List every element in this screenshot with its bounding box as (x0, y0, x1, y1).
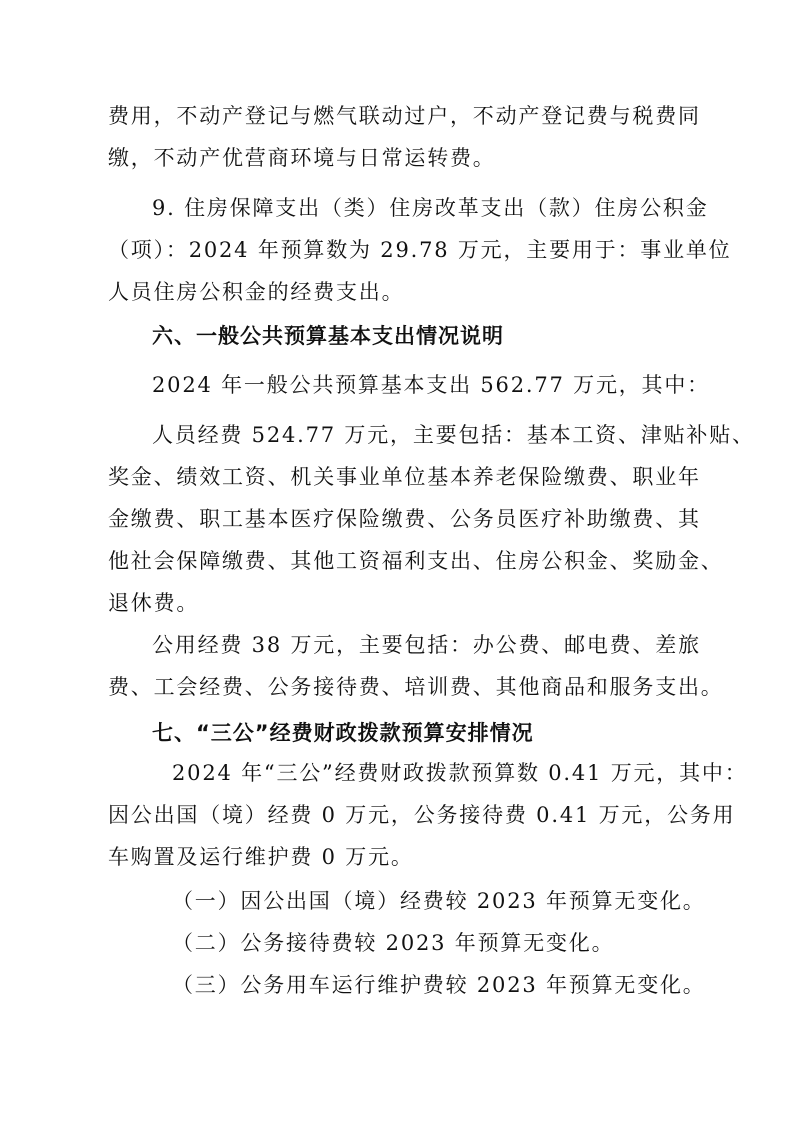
paragraph-line: 人员住房公积金的经费支出。 (108, 280, 405, 304)
paragraph-line: 费、工会经费、公务接待费、培训费、其他商品和服务支出。 (108, 675, 724, 699)
paragraph-line: 车购置及运行维护费 0 万元。 (108, 845, 414, 869)
section-heading: 六、一般公共预算基本支出情况说明 (152, 324, 504, 348)
paragraph-line: 人员经费 524.77 万元，主要包括：基本工资、津贴补贴、 (152, 423, 755, 447)
paragraph-line: 2024 年“三公”经费财政拨款预算数 0.41 万元，其中： (172, 761, 748, 785)
paragraph-line: 他社会保障缴费、其他工资福利支出、住房公积金、奖励金、 (108, 549, 724, 573)
paragraph-line: 金缴费、职工基本医疗保险缴费、公务员医疗补助缴费、其 (108, 507, 701, 531)
paragraph-line: 2024 年一般公共预算基本支出 562.77 万元，其中： (152, 373, 710, 397)
list-item: （三）公务用车运行维护费较 2023 年预算无变化。 (172, 973, 706, 997)
paragraph-line: 因公出国（境）经费 0 万元，公务接待费 0.41 万元，公务用 (108, 803, 736, 827)
list-item: （一）因公出国（境）经费较 2023 年预算无变化。 (172, 889, 706, 913)
paragraph-line: 9. 住房保障支出（类）住房改革支出（款）住房公积金 (152, 196, 709, 220)
paragraph-line: 退休费。 (108, 591, 200, 615)
paragraph-line: （项）：2024 年预算数为 29.78 万元，主要用于：事业单位 (108, 238, 732, 262)
paragraph-line: 费用，不动产登记与燃气联动过户，不动产登记费与税费同 (108, 104, 701, 128)
list-item: （二）公务接待费较 2023 年预算无变化。 (172, 931, 615, 955)
paragraph-line: 缴，不动产优营商环境与日常运转费。 (108, 146, 496, 170)
paragraph-line: 公用经费 38 万元，主要包括：办公费、邮电费、差旅 (152, 633, 701, 657)
section-heading: 七、“三公”经费财政拨款预算安排情况 (152, 721, 534, 745)
paragraph-line: 奖金、绩效工资、机关事业单位基本养老保险缴费、职业年 (108, 465, 701, 489)
